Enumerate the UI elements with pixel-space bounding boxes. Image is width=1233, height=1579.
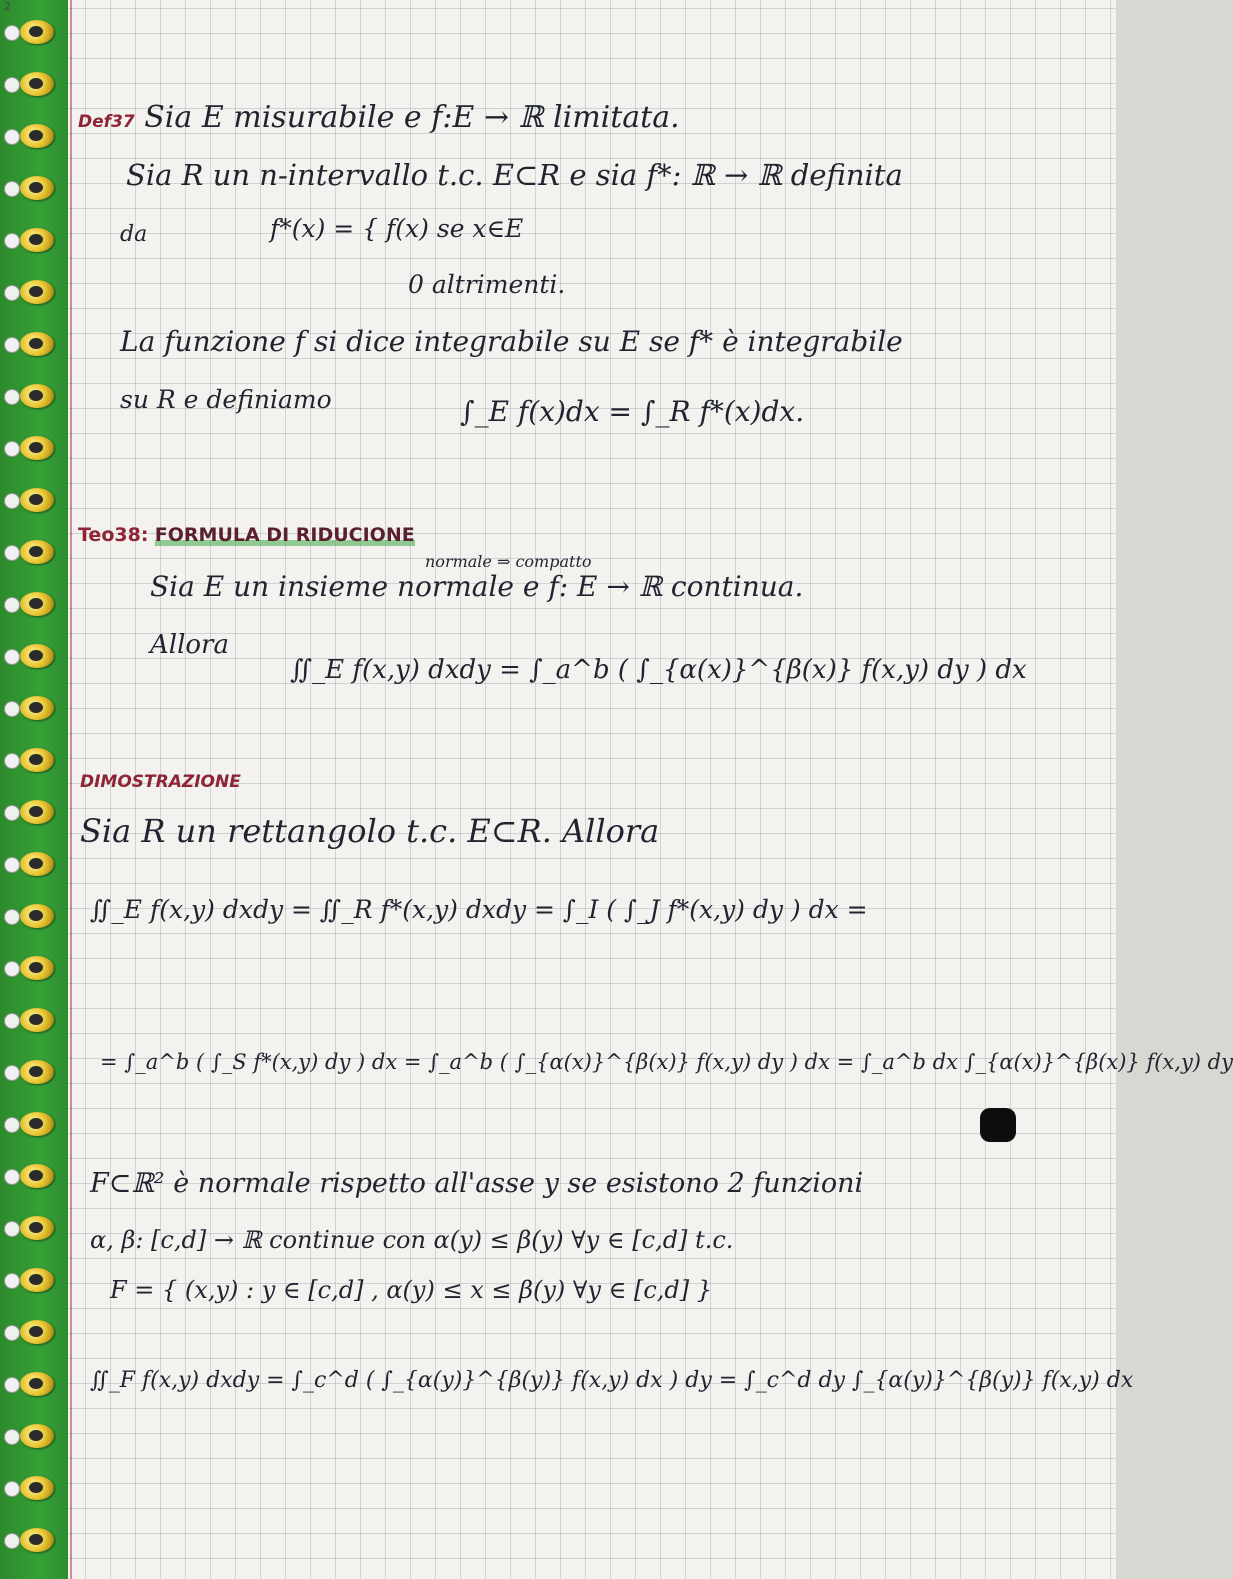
binding-ring xyxy=(20,228,54,252)
proof-line-1: Sia R un rettangolo t.c. E⊂R. Allora xyxy=(80,812,660,850)
binding-hole xyxy=(4,1273,20,1289)
binding-ring xyxy=(20,1320,54,1344)
binding-hole xyxy=(4,77,20,93)
binding-ring xyxy=(20,280,54,304)
binding-ring xyxy=(20,1424,54,1448)
binding-hole xyxy=(4,1481,20,1497)
definition-line-1 xyxy=(78,100,680,135)
binding-ring xyxy=(20,852,54,876)
binding-ring xyxy=(20,20,54,44)
binding-hole xyxy=(4,1013,20,1029)
ink-blot xyxy=(980,1108,1016,1142)
remark-line-3: F = { (x,y) : y ∈ [c,d] , α(y) ≤ x ≤ β(y) ∀y ∈ [c,d] } xyxy=(110,1276,713,1304)
binding-hole xyxy=(4,129,20,145)
binding-hole xyxy=(4,857,20,873)
remark-line-2: α, β: [c,d] → ℝ continue con α(y) ≤ β(y) ∀y ∈ [c,d] t.c. xyxy=(90,1226,734,1254)
definition-piecewise-top: f*(x) = { f(x) se x∈E xyxy=(270,214,524,243)
binding-hole xyxy=(4,233,20,249)
remark-line-1: F⊂ℝ² è normale rispetto all'asse y se esistono 2 funzioni xyxy=(90,1168,864,1199)
binding-hole xyxy=(4,1377,20,1393)
binding-hole xyxy=(4,701,20,717)
definition-formula: ∫_E f(x)dx = ∫_R f*(x)dx. xyxy=(460,395,805,428)
theorem-line-1: Sia E un insieme normale e f: E → ℝ continua. xyxy=(150,570,804,603)
binding-ring xyxy=(20,384,54,408)
binding-ring xyxy=(20,748,54,772)
binding-ring xyxy=(20,1476,54,1500)
binding-ring xyxy=(20,904,54,928)
definition-text-1: Sia E misurabile e f:E → ℝ limitata. xyxy=(144,100,680,135)
theorem-heading xyxy=(78,522,415,546)
binding-hole xyxy=(4,805,20,821)
binding-hole xyxy=(4,1117,20,1133)
binding-hole xyxy=(4,1325,20,1341)
binding-hole xyxy=(4,441,20,457)
binding-hole xyxy=(4,1065,20,1081)
binding-hole xyxy=(4,181,20,197)
binding-ring xyxy=(20,72,54,96)
proof-label: DIMOSTRAZIONE xyxy=(80,772,241,792)
binding-ring xyxy=(20,696,54,720)
binding-ring xyxy=(20,1164,54,1188)
remark-line-4: ∬_F f(x,y) dxdy = ∫_c^d ( ∫_{α(y)}^{β(y)} f(x,y) dx ) dy = ∫_c^d dy ∫_{α(y)}^{β(y)} f(x,y) dx xyxy=(90,1368,1134,1393)
binding-ring xyxy=(20,644,54,668)
binding-ring xyxy=(20,1372,54,1396)
theorem-label: Teo38: xyxy=(78,524,149,546)
binding-ring xyxy=(20,1216,54,1240)
definition-label: Def37 xyxy=(78,112,135,132)
binding-hole xyxy=(4,285,20,301)
theorem-line-2-lead: Allora xyxy=(150,630,229,660)
binding-hole xyxy=(4,1429,20,1445)
binding-ring xyxy=(20,1268,54,1292)
binding-hole xyxy=(4,753,20,769)
definition-line-3-lead: da xyxy=(120,222,148,247)
binding-hole xyxy=(4,389,20,405)
binding-ring xyxy=(20,540,54,564)
binding-ring xyxy=(20,1060,54,1084)
definition-line-6-lead: su R e definiamo xyxy=(120,385,332,414)
binding-hole xyxy=(4,545,20,561)
margin-line xyxy=(70,0,72,1579)
binding-hole xyxy=(4,909,20,925)
binding-ring xyxy=(20,800,54,824)
spiral-binding xyxy=(0,0,68,1579)
proof-line-2: ∬_E f(x,y) dxdy = ∬_R f*(x,y) dxdy = ∫_I ( ∫_J f*(x,y) dy ) dx = xyxy=(90,895,868,924)
binding-hole xyxy=(4,493,20,509)
binding-ring xyxy=(20,956,54,980)
definition-piecewise-bottom: 0 altrimenti. xyxy=(408,270,566,299)
binding-ring xyxy=(20,592,54,616)
binding-ring xyxy=(20,436,54,460)
binding-ring xyxy=(20,1528,54,1552)
binding-hole xyxy=(4,597,20,613)
binding-ring xyxy=(20,488,54,512)
theorem-annotation: normale ⇒ compatto xyxy=(425,552,592,571)
binding-hole xyxy=(4,1221,20,1237)
definition-line-2: Sia R un n-intervallo t.c. E⊂R e sia f*: ℝ → ℝ definita xyxy=(126,158,903,192)
proof-line-3: = ∫_a^b ( ∫_S f*(x,y) dy ) dx = ∫_a^b ( ∫_{α(x)}^{β(x)} f(x,y) dy ) dx = ∫_a^b dx ∫_{α(x)}^{β(x)} f(x,y) dy xyxy=(100,1050,1233,1074)
theorem-title: FORMULA DI RIDUCIONE xyxy=(154,524,415,546)
binding-hole xyxy=(4,25,20,41)
page-number: 2 xyxy=(4,0,11,13)
binding-hole xyxy=(4,1169,20,1185)
definition-line-5: La funzione f si dice integrabile su E se f* è integrabile xyxy=(120,325,903,358)
binding-ring xyxy=(20,1008,54,1032)
binding-hole xyxy=(4,337,20,353)
theorem-formula: ∬_E f(x,y) dxdy = ∫_a^b ( ∫_{α(x)}^{β(x)} f(x,y) dy ) dx xyxy=(290,655,1027,685)
binding-ring xyxy=(20,124,54,148)
binding-ring xyxy=(20,332,54,356)
binding-ring xyxy=(20,1112,54,1136)
binding-hole xyxy=(4,649,20,665)
binding-hole xyxy=(4,961,20,977)
binding-ring xyxy=(20,176,54,200)
binding-hole xyxy=(4,1533,20,1549)
